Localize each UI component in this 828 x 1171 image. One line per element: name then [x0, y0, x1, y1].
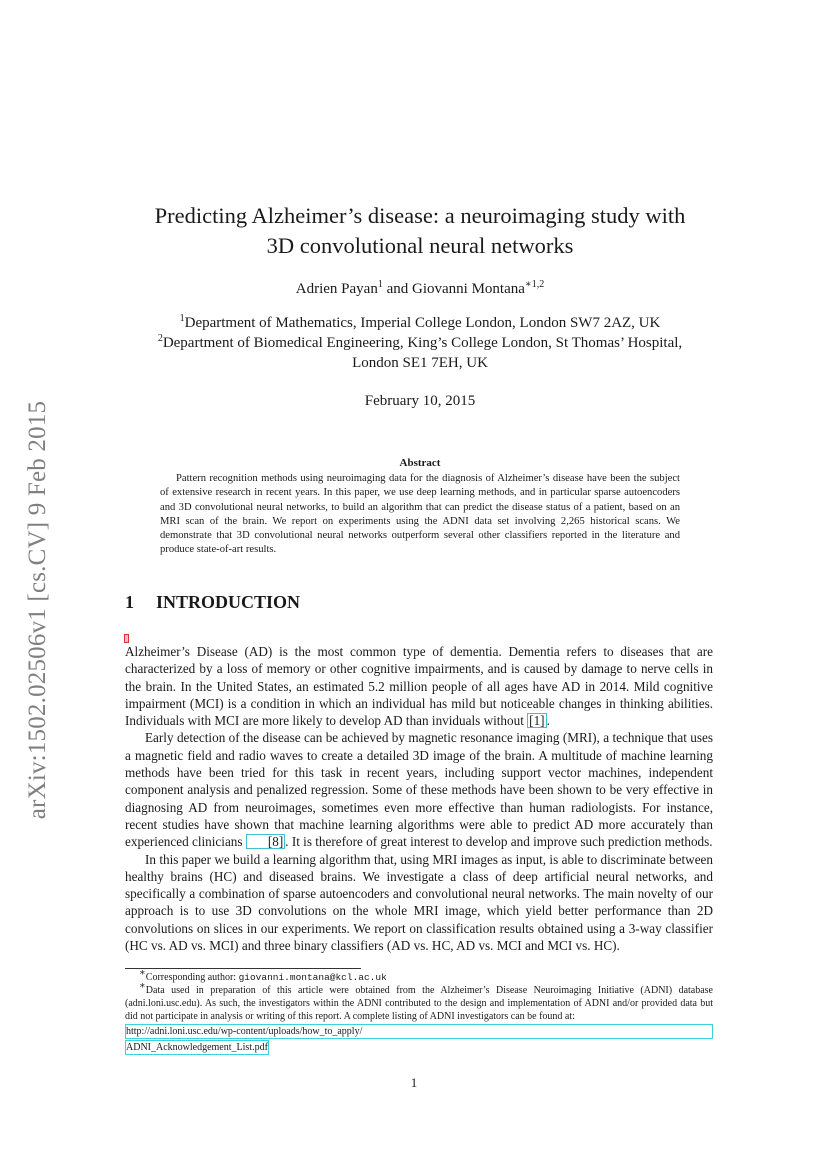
- author-email: giovanni.montana@kcl.ac.uk: [238, 972, 387, 983]
- paragraph-1-text: Alzheimer’s Disease (AD) is the most common type of dementia. Dementia refers to diseases that are characterized by a loss of memory or other cognitive impairments, and is caused by damage to nerve cells in the brain. In the United States, an estimated 5.2 million people of all ages have AD in 2014. Mild cognitive impairment (MCI) is a condition in which an individual has mild but noticeable changes in thinking abilities. Individuals with MCI are more likely to develop AD than inviduals without: [125, 644, 713, 729]
- section-heading: [125, 592, 300, 613]
- footnotes: [125, 967, 713, 1055]
- affiliation-1: [110, 313, 730, 333]
- arxiv-stamp: [16, 375, 60, 845]
- affiliation-2-cont: London SE1 7EH, UK: [352, 355, 488, 371]
- paragraph-2: [125, 729, 713, 850]
- author-conjunction: and: [386, 281, 409, 297]
- annotation-marker[interactable]: [124, 634, 129, 643]
- footnote-rule: [125, 968, 361, 969]
- citation-link-8[interactable]: [8]: [246, 834, 285, 849]
- title-block: [110, 201, 730, 411]
- footnote-1: [125, 967, 713, 984]
- footnote-2-mark: ∗: [139, 980, 146, 992]
- affiliation-1-mark: 1: [179, 313, 185, 324]
- author-2: Giovanni Montana: [412, 281, 525, 297]
- abstract-text: Pattern recognition methods using neuroimaging data for the diagnosis of Alzheimer’s disease have been the subject of extensive research in recent years. In this paper, we use deep learning methods, and in particular sparse autoencoders and 3D convolutional neural networks, to build an algorithm that can predict the disease status of a patient, based on an MRI scan of the brain. We report on experiments using the ADNI data set involving 2,265 historical scans. We demonstrate that 3D convolutional neural networks outperform several other classifiers reported in the literature and produce state-of-art results.: [160, 473, 680, 556]
- page-number: 1: [410, 1075, 418, 1090]
- citation-link-1[interactable]: [1]: [529, 713, 545, 729]
- adni-link-line-2[interactable]: ADNI_Acknowledgement_List.pdf: [126, 1042, 268, 1053]
- section-number: 1: [125, 592, 134, 612]
- author-1-affil: 1: [377, 279, 383, 290]
- paragraph-1: [125, 643, 713, 729]
- footnote-2-text: Data used in preparation of this article were obtained from the Alzheimer’s Disease Neuroimaging Initiative (ADNI) database (adni.loni.usc.edu). As such, the investigators within the ADNI contributed to the design and implementation of ADNI and/or provided data but did not participate in analysis or writing of this report. A complete listing of ADNI investigators can be found at:: [125, 985, 713, 1022]
- paragraph-3: In this paper we build a learning algorithm that, using MRI images as input, is able to discriminate between healthy brains (HC) and diseased brains. We investigate a class of deep artificial neural networks, and specifically a combination of sparse autoencoders and convolutional neural networks. The main novelty of our approach is to use 3D convolutions on the whole MRI image, which yield better performance than 2D convolutions on slices in our experiments. We report on classification results obtained using a 3-way classifier (HC vs. AD vs. MCI) and three binary classifiers (AD vs. HC, AD vs. MCI and MCI vs. HC).: [125, 851, 713, 954]
- abstract-heading: Abstract: [399, 457, 441, 469]
- affiliation-1-text: Department of Mathematics, Imperial College London, London SW7 2AZ, UK: [184, 315, 661, 331]
- author-2-affil: ∗1,2: [524, 279, 545, 290]
- section-title: INTRODUCTION: [156, 592, 301, 612]
- abstract: [160, 456, 680, 557]
- title-line-2: 3D convolutional neural networks: [266, 233, 574, 258]
- author-list: [110, 279, 730, 299]
- paragraph-2-end: . It is therefore of great interest to develop and improve such prediction methods.: [285, 834, 713, 850]
- body-text: [125, 643, 713, 954]
- affiliations: [110, 313, 730, 373]
- arxiv-stamp-text: arXiv:1502.02506v1 [cs.CV] 9 Feb 2015: [24, 400, 52, 820]
- author-1: Adrien Payan: [295, 281, 378, 297]
- affiliation-2-line-1: Department of Biomedical Engineering, King’s College London, St Thomas’ Hospital,: [162, 335, 683, 351]
- paper-date: February 10, 2015: [364, 393, 476, 409]
- footnote-1-mark: ∗: [139, 967, 146, 979]
- affiliation-2-mark: 2: [157, 333, 163, 344]
- paragraph-2-text: Early detection of the disease can be achieved by magnetic resonance imaging (MRI), a technique that uses a magnetic field and radio waves to create a detailed 3D image of the brain. A multitude of machine learning methods have been tried for this task in recent years, including support vector machines, independent component analysis and penalized regression. Some of these methods have been shown to be very effective in diagnosing AD from neuroimages, sometimes even more effective than human radiologists. For instance, recent studies have shown that machine learning algorithms were able to predict AD more accurately than experienced clinicians: [125, 730, 713, 850]
- footnote-1-text: Corresponding author:: [145, 972, 239, 983]
- footnote-2: [125, 980, 713, 1023]
- paper-title: [110, 201, 730, 261]
- affiliation-2: [110, 333, 730, 353]
- adni-link-line-1[interactable]: http://adni.loni.usc.edu/wp-content/uploads/how_to_apply/: [125, 1024, 713, 1039]
- paragraph-1-end: .: [546, 713, 550, 729]
- title-line-1: Predicting Alzheimer’s disease: a neuroimaging study with: [154, 203, 686, 228]
